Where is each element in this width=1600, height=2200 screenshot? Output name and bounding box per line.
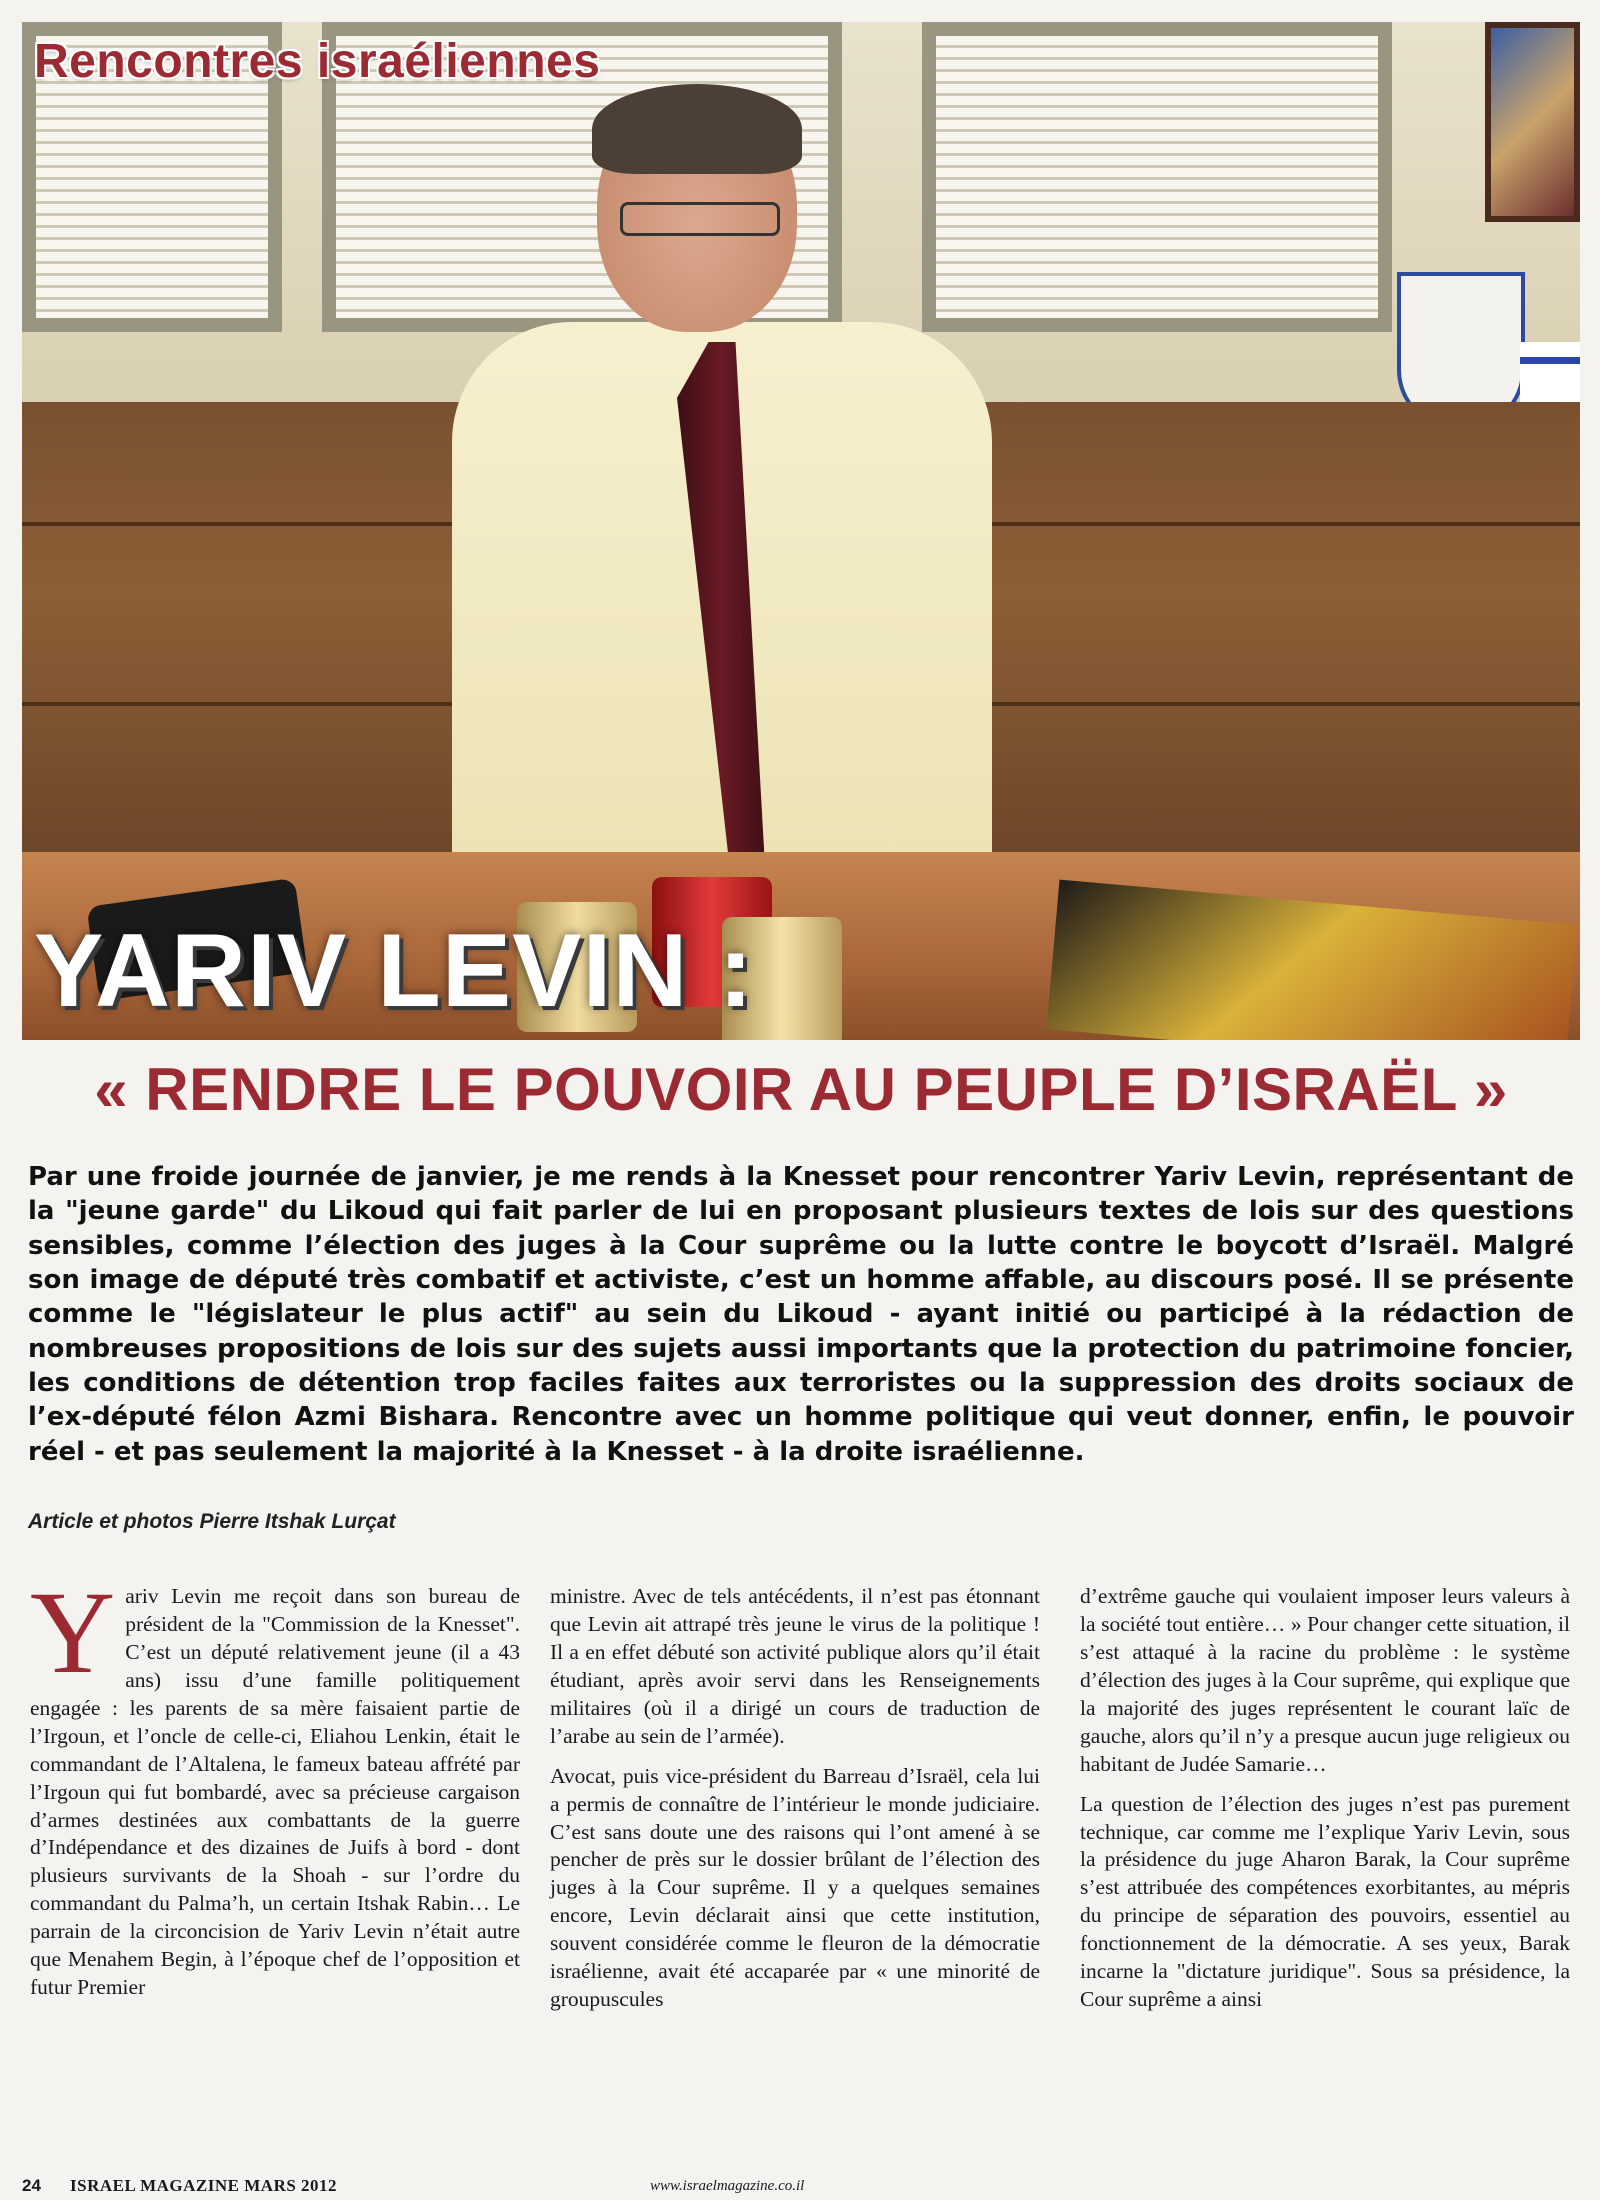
website-url: www.israelmagazine.co.il [650, 2178, 805, 2194]
lead-paragraph: Par une froide journée de janvier, je me rends à la Knesset pour rencontrer Yariv Levin, représentant de la "jeune garde" du Likoud qui fait parler de lui en proposant plusieurs textes de lois sur des questions sensibles, comme l’élection des juges à la Cour suprême ou la lutte contre le boycott d’Israël. Malgré son image de député très combatif et activiste, c’est un homme affable, au discours posé. Il se présente comme le "législateur le plus actif" au sein du Likoud - ayant initié ou participé à la rédaction de nombreuses propositions de lois sur des sujets aussi importants que la protection du patrimoine foncier, les conditions de détention trop faciles faites aux terroristes ou la suppression des droits sociaux de l’ex-député félon Azmi Bishara. Rencontre avec un homme politique qui veut donner, enfin, le pouvoir réel - et pas seulement la majorité à la Knesset - à la droite israélienne. [28, 1162, 1574, 1467]
body-column-3 [1080, 1583, 1570, 2026]
body-paragraph: La question de l’élection des juges n’est pas purement technique, car comme me l’explique Yariv Levin, sous la présidence du juge Aharon Barak, la Cour suprême s’est attribuée des compétences exorbitantes, au mépris du principe de séparation des pouvoirs, essentiel au fonctionnement de la démocratie. A ses yeux, Barak incarne la "dictature juridique". Sous sa présidence, la Cour suprême a ainsi [1080, 1791, 1570, 2012]
glasses [620, 202, 780, 236]
byline: Article et photos Pierre Itshak Lurçat [28, 1510, 396, 1533]
portrait-subject [422, 92, 1142, 912]
body-text: ariv Levin me reçoit dans son bureau de président de la "Commission de la Knesset". C’est un député relativement jeune (il a 43 ans) issu d’une famille politiquement engagée : les parents de sa mère faisaient partie de l’Irgoun, et l’oncle de celle-ci, Eliahou Lenkin, était le commandant de l’Altalena, le fameux bateau affrété par l’Irgoun qui fut bombardé, avec sa précieuse cargaison d’armes destinées aux combattants de la guerre d’Indépendance et des dizaines de Juifs à bord - dont plusieurs survivants de la Shoah - sur l’ordre du commandant du Palma’h, un certain Itshak Rabin… Le parrain de la circoncision de Yariv Levin n’était autre que Menahem Begin, à l’époque chef de l’opposition et futur Premier [30, 1584, 520, 2000]
headline: « RENDRE LE POUVOIR AU PEUPLE D’ISRAËL » [94, 1056, 1508, 1123]
section-kicker: Rencontres israéliennes [34, 35, 601, 88]
framed-picture [1485, 22, 1580, 222]
page-number: 24 [22, 2176, 41, 2195]
subject-name: YARIV LEVIN : [34, 913, 754, 1029]
body-column-2 [550, 1583, 1040, 2026]
hair [592, 84, 802, 174]
body-paragraph: Avocat, puis vice-président du Barreau d’Israël, cela lui a permis de connaître de l’intérieur le monde judiciaire. C’est sans doute une des raisons qui l’ont amené à se pencher de près sur le dossier brûlant de l’élection des juges à la Cour suprême. Il y a quelques semaines encore, Levin déclarait ainsi que cette institution, souvent considérée comme le fleuron de la démocratie israélienne, avait été accaparée par « une minorité de groupuscules [550, 1763, 1040, 2012]
magazine-issue: ISRAEL MAGAZINE MARS 2012 [70, 2176, 338, 2195]
body-paragraph [30, 1567, 520, 2002]
hero-photo [22, 22, 1580, 1040]
body-paragraph: ministre. Avec de tels antécédents, il n’est pas étonnant que Levin ait attrapé très jeune le virus de la politique ! Il a en effet débuté son activité publique alors qu’il était étudiant, après avoir servi dans les Renseignements militaires (où il a dirigé un cours de traduction de l’arabe au sein de l’armée). [550, 1584, 1040, 1748]
drop-cap: Y [30, 1567, 116, 1698]
body-paragraph: d’extrême gauche qui voulaient imposer leurs valeurs à la société tout entière… » Pour changer cette situation, il s’est attaqué à la racine du problème : le système d’élection des juges à la Cour suprême, qui explique que la majorité des juges représentent le courant laïc de gauche, alors qu’il n’y a presque aucun juge religieux ou habitant de Judée Samarie… [1080, 1584, 1570, 1776]
body-column-1 [30, 1567, 520, 2014]
